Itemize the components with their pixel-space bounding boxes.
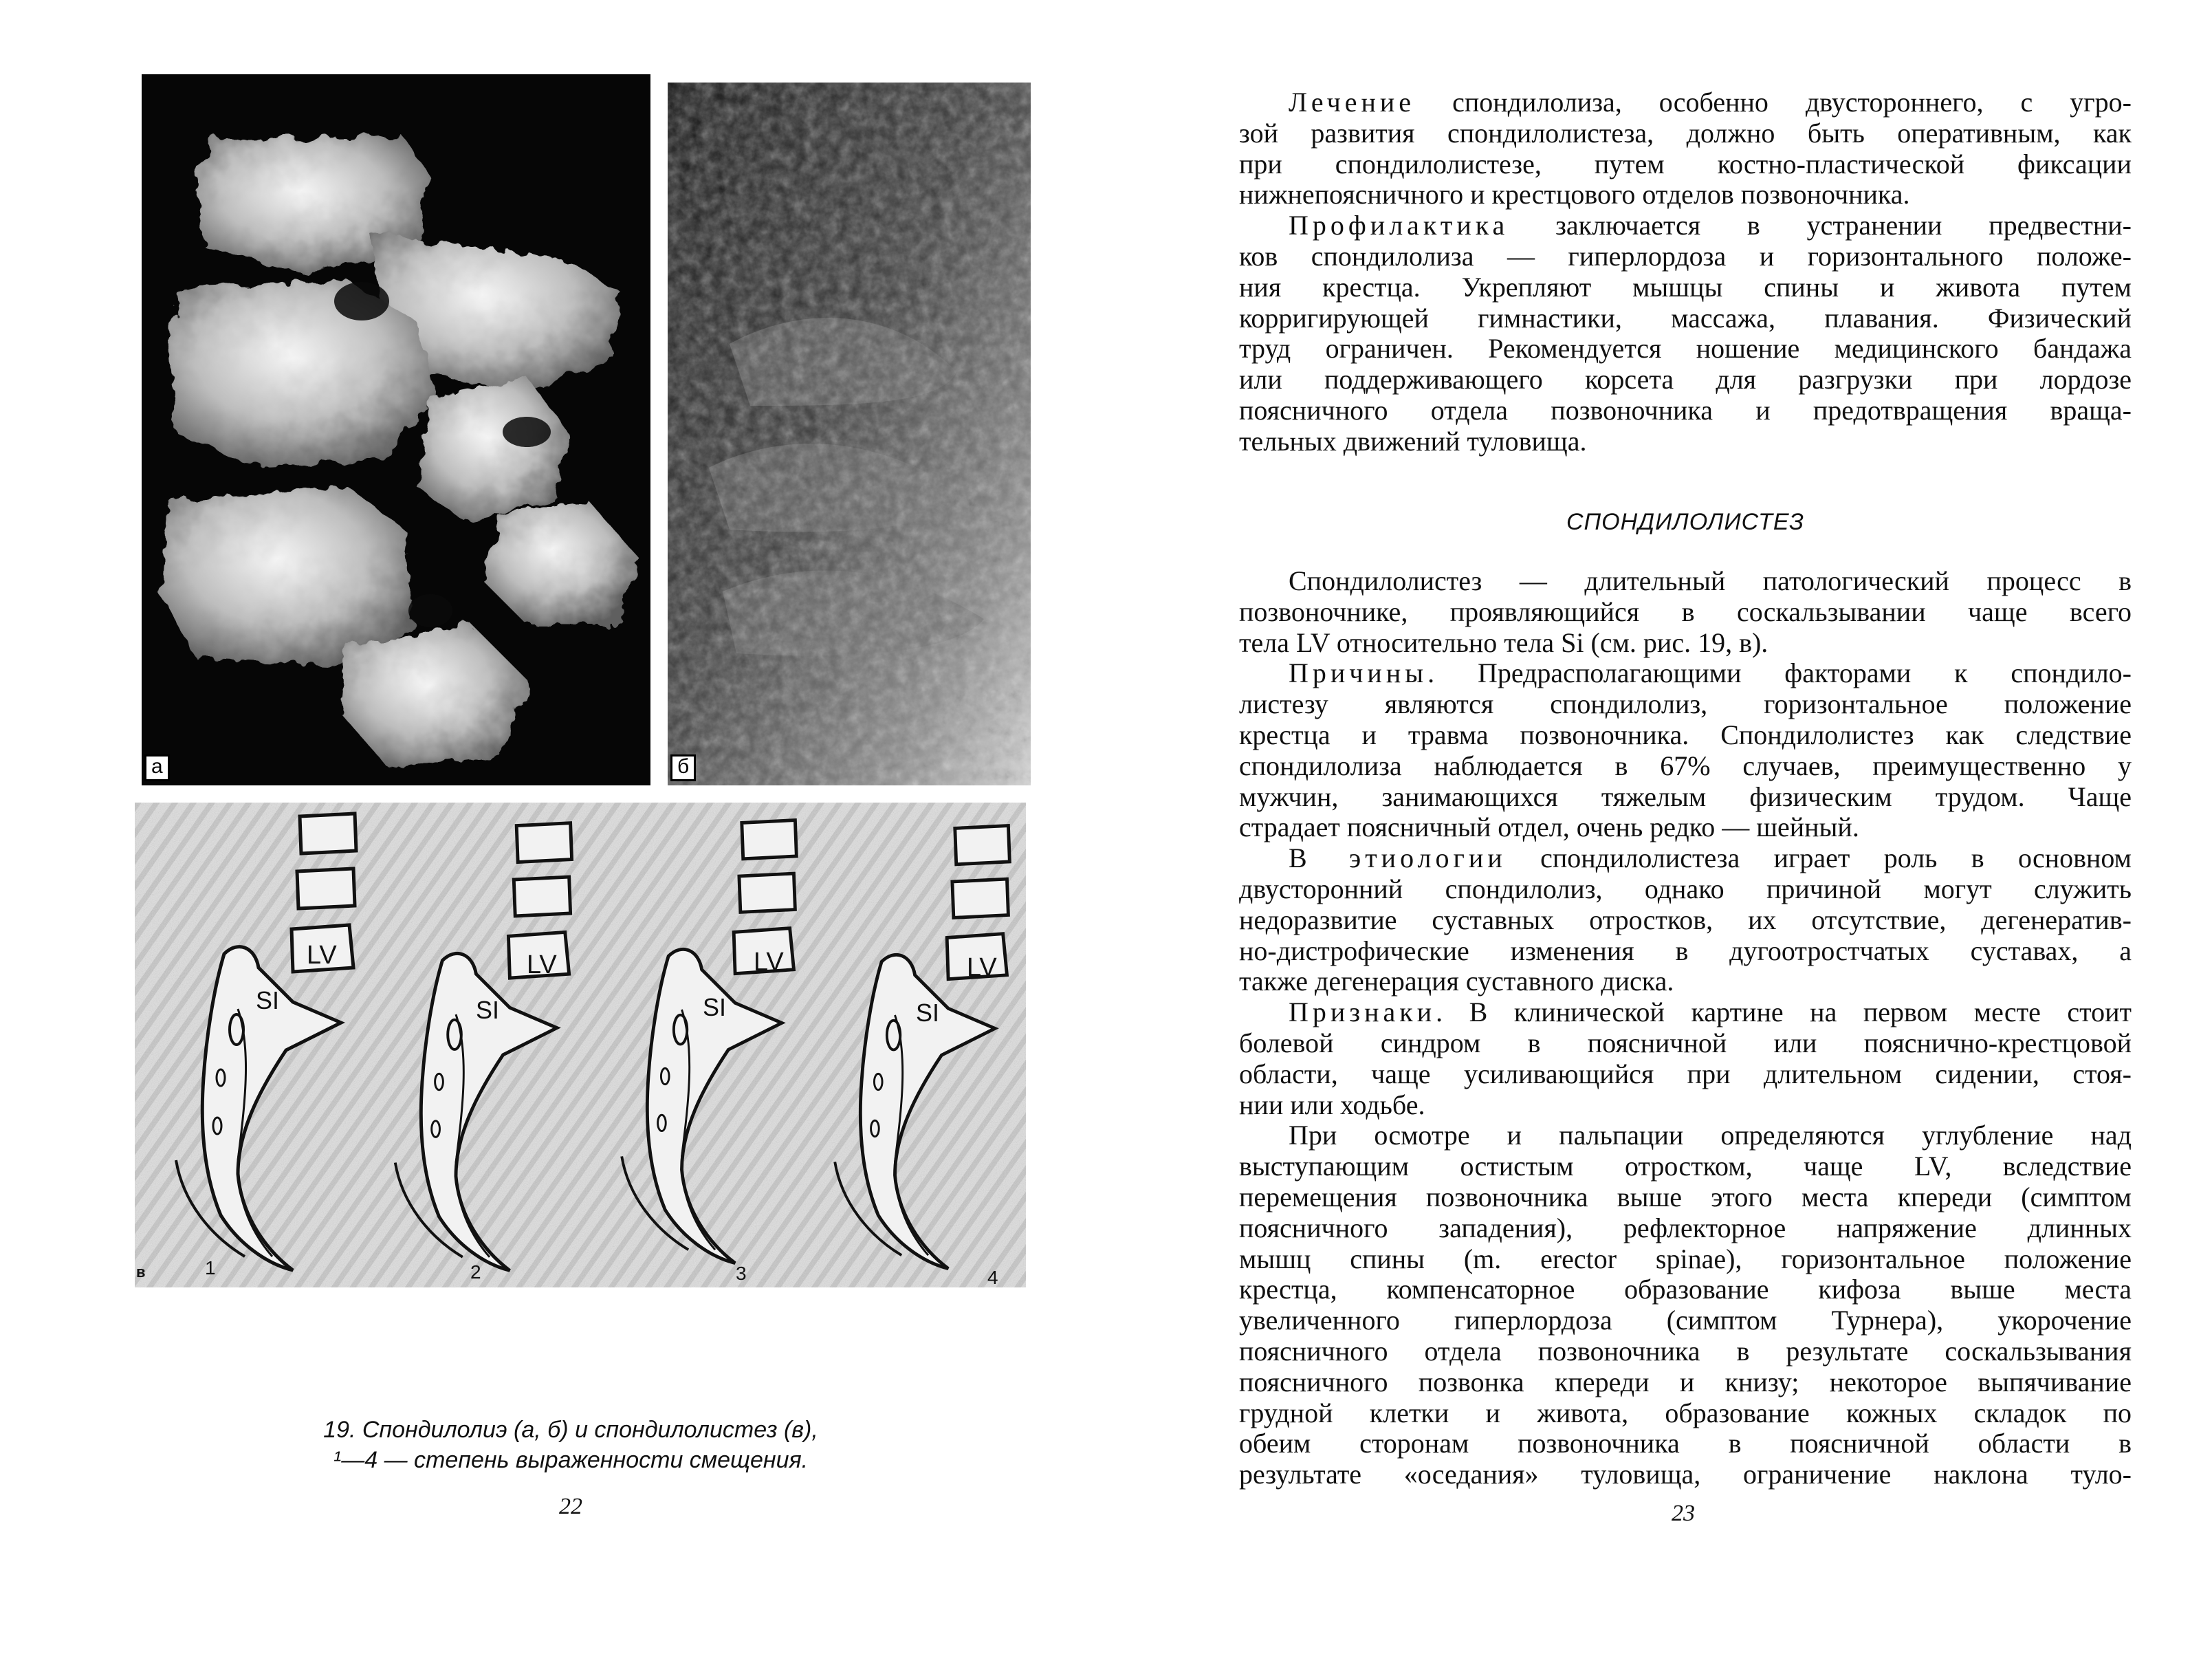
- text-line-content: грудной клетки и живота, образование кожных складок по: [1239, 1397, 2132, 1428]
- text-line: [1239, 303, 2132, 334]
- text-line-content: страдает поясничный отдел, очень редко — шейный.: [1239, 812, 1859, 843]
- text-line: [1239, 966, 2132, 997]
- text-line: [1239, 210, 2132, 241]
- text-line: [1239, 782, 2132, 813]
- text-line: [1239, 658, 2132, 689]
- text-line: [1239, 1213, 2132, 1244]
- text-line-content: нии или ходьбе.: [1239, 1089, 1425, 1120]
- text-line: [1239, 1336, 2132, 1367]
- lv-label-4: LV: [967, 953, 997, 982]
- text-line: [1239, 334, 2132, 364]
- text-line-content: при спондилолистезе, путем костно-пластической фиксации: [1239, 148, 2132, 179]
- si-label-3: SI: [703, 993, 727, 1021]
- spaced-term: Лечение: [1289, 87, 1416, 118]
- text-line-content: Спондилолистез — длительный патологический процесс в: [1289, 565, 2132, 596]
- text-line-content: спондилолистеза играет роль в основном: [1506, 842, 2132, 874]
- figure-photo-a-vertebrae: [142, 74, 650, 785]
- stage-number-2: 2: [470, 1261, 481, 1283]
- text-line-content: корригирующей гимнастики, массажа, плавания. Физический: [1239, 302, 2132, 334]
- text-line-content: зой развития спондилолистеза, должно быть оперативным, как: [1239, 117, 2132, 149]
- lv-label-3: LV: [754, 948, 784, 977]
- text-line: [1239, 1151, 2132, 1182]
- si-label-4: SI: [916, 999, 940, 1027]
- panel-label-v: в: [136, 1263, 146, 1281]
- page-number-left: 22: [559, 1494, 582, 1519]
- panel-label-a: а: [144, 754, 170, 781]
- xray-image: [668, 83, 1031, 785]
- text-line: [1239, 118, 2132, 149]
- text-line: [1239, 566, 2132, 597]
- text-line-content: тела LV относительно тела Si (см. рис. 19, в).: [1239, 627, 1768, 658]
- text-line: [1239, 1459, 2132, 1490]
- page-number-right: 23: [1672, 1501, 1695, 1526]
- text-line: [1239, 720, 2132, 751]
- text-line-content: но-дистрофические изменения в дугоотростчатых суставах, а: [1239, 935, 2132, 966]
- text-line: [1239, 1182, 2132, 1213]
- spondylolisthesis-stage-drawings: [135, 803, 1026, 1287]
- text-line: [1239, 272, 2132, 303]
- text-line: [1239, 812, 2132, 843]
- text-line-content: болевой синдром в поясничной или пояснично-крестцовой: [1239, 1027, 2132, 1058]
- text-line-content: перемещения позвоночника выше этого места кпереди (симптом: [1239, 1181, 2132, 1212]
- figure-photo-b-xray: [668, 83, 1031, 785]
- text-line-content: труд ограничен. Рекомендуется ношение медицинского бандажа: [1239, 333, 2132, 364]
- text-line-content: увеличенного гиперлордоза (симптом Турнера), укорочение: [1239, 1305, 2132, 1336]
- text-line: [1239, 1028, 2132, 1059]
- text-line-content: двусторонний спондилолиз, однако причиной могут служить: [1239, 873, 2132, 904]
- spaced-term: Профилактика: [1289, 210, 1509, 241]
- text-line-content: крестца и травма позвоночника. Спондилолистез как следствие: [1239, 719, 2132, 750]
- text-line-content: спондилолиза, особенно двустороннего, с угро-: [1415, 87, 2132, 118]
- spaced-term: В этиологии: [1289, 842, 1507, 874]
- text-line: [1239, 597, 2132, 628]
- vertebrae-specimen-image: [142, 74, 650, 785]
- text-line: [1239, 179, 2132, 210]
- body-text-spondylolisthesis: [1239, 566, 2132, 1490]
- stage-number-3: 3: [736, 1263, 747, 1284]
- text-line: [1239, 1398, 2132, 1429]
- lv-label-1: LV: [307, 941, 337, 970]
- text-line-content: листезу являются спондилолиз, горизонтальное положение: [1239, 688, 2132, 720]
- text-line-content: крестца, компенсаторное образование кифоза выше места: [1239, 1274, 2132, 1305]
- text-line: [1239, 1090, 2132, 1121]
- panel-label-b: б: [670, 754, 696, 781]
- figure-caption-line-2: ¹—4 — степень выраженности смещения.: [333, 1447, 809, 1473]
- text-line-content: нижнепоясничного и крестцового отделов позвоночника.: [1239, 179, 1910, 210]
- text-line: [1239, 843, 2132, 874]
- text-line-content: При осмотре и пальпации определяются углубление над: [1289, 1120, 2132, 1151]
- body-text-treatment-prevention: [1239, 87, 2132, 457]
- text-line-content: обеим сторонам позвоночника в поясничной области в: [1239, 1428, 2132, 1459]
- text-line: [1239, 628, 2132, 659]
- text-line-content: или поддерживающего корсета для разгрузки при лордозе: [1239, 364, 2132, 395]
- text-line-content: недоразвитие суставных отростков, их отсутствие, дегенератив-: [1239, 904, 2132, 935]
- text-line-content: мужчин, занимающихся тяжелым физическим трудом. Чаще: [1239, 781, 2132, 812]
- text-line: [1239, 1305, 2132, 1336]
- text-line: [1239, 241, 2132, 272]
- text-line: [1239, 1428, 2132, 1459]
- text-line-content: позвоночнике, проявляющийся в соскальзывании чаще всего: [1239, 596, 2132, 627]
- figure-drawing-v-spondylolisthesis-stages: [135, 803, 1026, 1287]
- text-line: [1239, 997, 2132, 1028]
- text-line: [1239, 689, 2132, 720]
- text-line: [1239, 364, 2132, 395]
- spaced-term: Причины: [1289, 657, 1428, 689]
- text-line-content: результате «оседания» туловища, ограничение наклона туло-: [1239, 1459, 2132, 1490]
- text-line: [1239, 1367, 2132, 1398]
- text-line-content: области, чаще усиливающийся при длительном сидении, стоя-: [1239, 1058, 2132, 1089]
- text-line-content: также дегенерация суставного диска.: [1239, 966, 1674, 997]
- si-label-1: SI: [256, 986, 280, 1014]
- figure-caption-line-1: 19. Спондилолиэ (а, б) и спондилолистез (в),: [323, 1417, 818, 1443]
- text-line-content: тельных движений туловища.: [1239, 425, 1587, 457]
- section-heading: СПОНДИЛОЛИСТЕЗ: [1566, 509, 1805, 535]
- text-line-content: . Предрасполагающими факторами к спондило-: [1427, 657, 2132, 689]
- text-line: [1239, 874, 2132, 905]
- text-line: [1239, 1059, 2132, 1090]
- stage-number-1: 1: [205, 1257, 216, 1278]
- stage-number-4: 4: [987, 1267, 998, 1287]
- text-line-content: выступающим остистым отростком, чаще LV, вследствие: [1239, 1151, 2132, 1182]
- text-line: [1239, 936, 2132, 967]
- text-line: [1239, 905, 2132, 936]
- text-line-content: спондилолиза наблюдается в 67% случаев, преимущественно у: [1239, 750, 2132, 781]
- text-line: [1239, 395, 2132, 426]
- text-line-content: ков спондилолиза — гиперлордоза и горизонтального положе-: [1239, 240, 2132, 272]
- si-label-2: SI: [476, 996, 500, 1024]
- text-line-content: поясничного позвонка кпереди и книзу; некоторое выпячивание: [1239, 1366, 2132, 1397]
- lv-label-2: LV: [527, 950, 557, 979]
- text-line-content: . В клинической картине на первом месте стоит: [1436, 997, 2132, 1028]
- text-line: [1239, 751, 2132, 782]
- text-line: [1239, 1274, 2132, 1305]
- text-line-content: мышц спины (m. erector spinae), горизонтальное положение: [1239, 1243, 2132, 1274]
- text-line-content: заключается в устранении предвестни-: [1509, 210, 2132, 241]
- text-line: [1239, 426, 2132, 457]
- text-line: [1239, 149, 2132, 180]
- text-line-content: поясничного отдела позвоночника и предотвращения враща-: [1239, 394, 2132, 426]
- text-line: [1239, 1120, 2132, 1151]
- text-line-content: поясничного западения), рефлекторное напряжение длинных: [1239, 1212, 2132, 1243]
- text-line-content: поясничного отдела позвоночника в результате соскальзывания: [1239, 1335, 2132, 1367]
- text-line: [1239, 87, 2132, 118]
- text-line-content: ния крестца. Укрепляют мышцы спины и живота путем: [1239, 271, 2132, 303]
- spaced-term: Признаки: [1289, 997, 1436, 1028]
- text-line: [1239, 1244, 2132, 1275]
